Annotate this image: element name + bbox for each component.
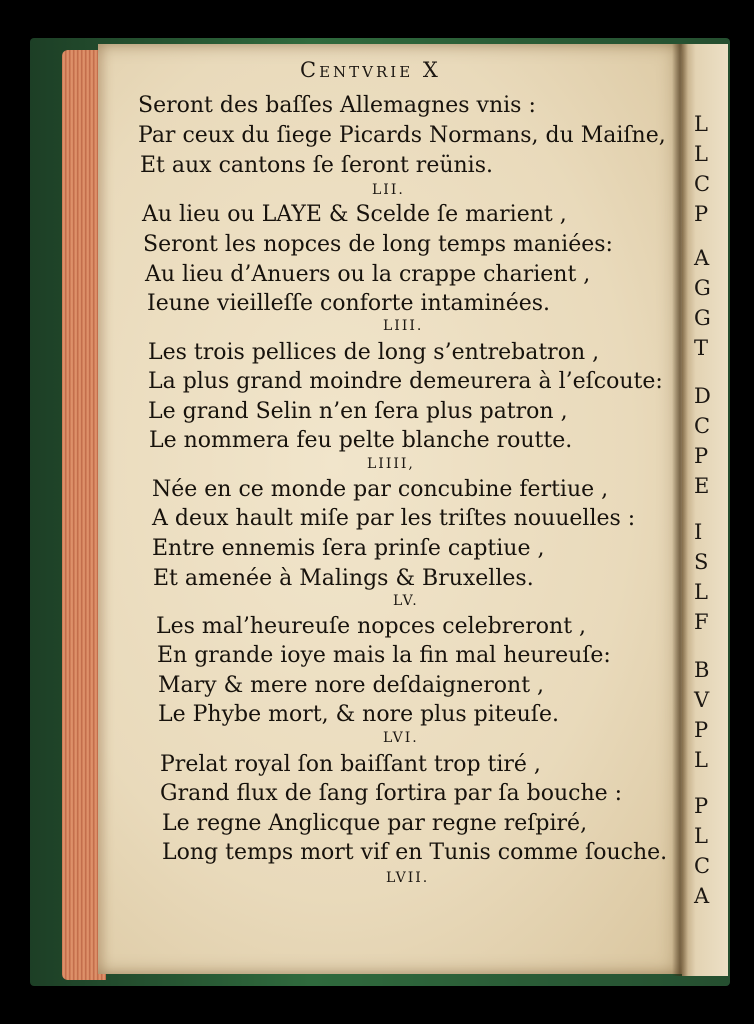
next-page-letter: B xyxy=(694,658,710,682)
verse-line: A deux hault miſe par les triſtes nouuelles : xyxy=(152,506,636,531)
next-page-letter: P xyxy=(694,202,709,226)
verse-line: Grand flux de ſang ſortira par ſa bouche : xyxy=(160,781,623,806)
verse-line: Ieune vieilleſſe conforte intaminées. xyxy=(147,291,551,316)
page-gutter xyxy=(672,44,688,976)
next-page-letter: F xyxy=(694,610,709,634)
quatrain-number: LV. xyxy=(393,593,419,609)
verse-line: Les trois pellices de long s’entrebatron , xyxy=(148,340,600,365)
verse-line: Et aux cantons ſe ſeront reünis. xyxy=(140,153,493,178)
verse-line: Et amenée à Malings & Bruxelles. xyxy=(153,566,534,591)
next-page-letter: L xyxy=(694,112,708,136)
next-page-letter: A xyxy=(694,884,710,908)
verse-line: Les mal’heureuſe nopces celebreront , xyxy=(156,614,587,639)
next-page-letter: L xyxy=(694,824,708,848)
next-page-letter: L xyxy=(694,748,708,772)
quatrain-number: LVI. xyxy=(383,730,419,746)
next-page-letter: G xyxy=(694,276,711,300)
verse-line: Née en ce monde par concubine fertiue , xyxy=(152,477,609,502)
next-page-letter: L xyxy=(694,580,708,604)
quatrain-number: LIII. xyxy=(383,318,424,334)
verse-line: La plus grand moindre demeurera à l’eſcoute: xyxy=(148,369,663,394)
next-page-letter: A xyxy=(694,246,710,270)
next-page-letter: D xyxy=(694,384,711,408)
verse-line: Par ceux du ſiege Picards Normans, du Maiſne, xyxy=(138,123,666,148)
next-page-letter: T xyxy=(694,336,709,360)
verse-line: Le Phybe mort, & nore plus piteuſe. xyxy=(158,702,559,727)
next-page-letter: C xyxy=(694,854,711,878)
verse-line: Au lieu ou LAYE & Scelde ſe marient , xyxy=(142,202,567,227)
next-page-letter: C xyxy=(694,172,711,196)
verse-line: Au lieu d’Anuers ou la crappe charient , xyxy=(145,262,591,287)
verse-line: Long temps mort vif en Tunis comme ſouche. xyxy=(162,840,668,865)
verse-line: Le regne Anglicque par regne reſpiré, xyxy=(162,811,588,836)
next-page-letter: P xyxy=(694,718,709,742)
verse-line: En grande ioye mais la fin mal heureuſe: xyxy=(157,643,611,668)
verse-line: Seront des baſſes Allemagnes vnis : xyxy=(138,93,536,118)
quatrain-number: LVII. xyxy=(386,870,430,886)
next-page-letter: V xyxy=(694,688,710,712)
next-page-letter: P xyxy=(694,794,709,818)
verse-line: Le nommera feu pelte blanche routte. xyxy=(149,428,573,453)
next-page-letter: C xyxy=(694,414,711,438)
quatrain-number: LII. xyxy=(372,182,405,198)
verse-line: Seront les nopces de long temps maniées: xyxy=(143,232,613,257)
next-page-letter: I xyxy=(694,520,703,544)
next-page-letter: G xyxy=(694,306,711,330)
verse-line: Prelat royal ſon baiſſant trop tiré , xyxy=(160,752,541,777)
verse-line: Entre ennemis ſera prinſe captiue , xyxy=(152,536,545,561)
next-page-letter: P xyxy=(694,444,709,468)
verse-line: Le grand Selin n’en ſera plus patron , xyxy=(148,399,568,424)
next-page-letter: E xyxy=(694,474,710,498)
next-page-letter: S xyxy=(694,550,709,574)
next-page-letter: L xyxy=(694,142,708,166)
next-page xyxy=(682,44,728,976)
page-header: Centvrie X xyxy=(300,58,441,82)
verse-line: Mary & mere nore deſdaigneront , xyxy=(158,673,545,698)
quatrain-number: LIIII, xyxy=(367,456,415,472)
